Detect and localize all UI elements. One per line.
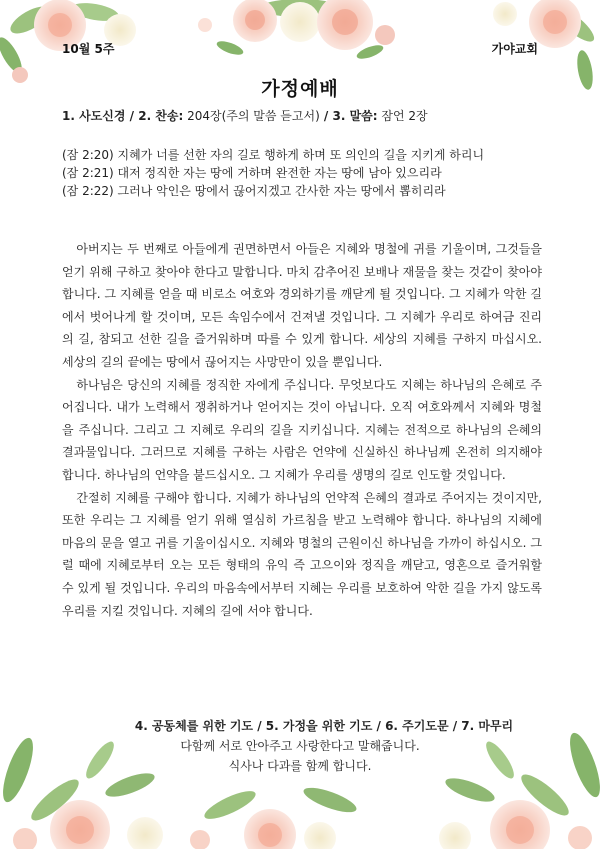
verse: (잠 2:21) 대저 정직한 자는 땅에 거하며 완전한 자는 땅에 남아 있으리라 <box>62 166 442 180</box>
word-label: 3. 말씀: <box>332 109 378 123</box>
sermon-paragraph: 하나님은 당신의 지혜를 정직한 자에게 주십니다. 무엇보다도 지혜는 하나님의 은혜로 주어집니다. 내가 노력해서 쟁취하거나 얻어지는 것이 아닙니다. 오직 여호와께서 지혜와 명철을 주십니다. 그리고 그 지혜로 우리의 길을 지키십니다. 지혜는 전적으로 하나님의 은혜의 결과물입니다. 그러므로 지혜를 구하는 사람은 언약에 신실하신 하나님께 온전히 의지해야 합니다. 하나님의 언약을 붙드십시오. 그 지혜가 우리를 생명의 길로 인도할 것입니다. <box>62 377 542 482</box>
top-center-flowers-icon <box>198 0 395 61</box>
verse: (잠 2:22) 그러나 악인은 땅에서 끊어지겠고 간사한 자는 땅에서 뽑히리라 <box>62 184 446 198</box>
worship-order <box>62 107 428 124</box>
bottom-center-flowers-icon <box>190 783 359 849</box>
order-separator: / <box>319 109 333 123</box>
word-value: 잠언 2장 <box>377 109 428 123</box>
closing-order-items: 4. 공동체를 위한 기도 / 5. 가정을 위한 기도 / 6. 주기도문 / 7. 마무리 <box>134 719 514 733</box>
sermon-paragraph: 아버지는 두 번째로 아들에게 권면하면서 아들은 지혜와 명철에 귀를 기울이며, 그것들을 얻기 위해 구하고 찾아야 한다고 말합니다. 마치 감추어진 보배나 재물을 찾는 것같이 찾아야 합니다. 그 지혜를 얻을 때 비로소 여호와 경외하기를 깨닫게 될 것입니다. 그 지혜가 악한 길에서 벗어나게 할 것이며, 모든 속임수에서 건져낼 것입니다. 그 지혜가 우리로 하여금 진리의 길, 참되고 선한 길을 즐거워하며 따를 수 있게 합니다. 세상의 지혜를 구하지 마십시오. 세상의 길의 끝에는 땅에서 끊어지는 사망만이 있을 뿐입니다. <box>62 242 542 369</box>
closing-section <box>0 716 600 776</box>
order-separator: / <box>125 109 139 123</box>
week-label: 10월 5주 <box>62 42 115 56</box>
sermon-body <box>62 238 542 622</box>
hymn-label: 2. 찬송: <box>138 109 184 123</box>
closing-instruction: 식사나 다과를 함께 합니다. <box>228 759 372 773</box>
hymn-value: 204장(주의 말씀 듣고서) <box>183 109 320 123</box>
verse: (잠 2:20) 지혜가 너를 선한 자의 길로 행하게 하며 또 의인의 길을 지키게 하리니 <box>62 148 485 162</box>
page-title: 가정예배 <box>261 78 339 100</box>
scripture-verses <box>62 146 542 200</box>
closing-instruction: 다함께 서로 안아주고 사랑한다고 말해줍니다. <box>180 739 420 753</box>
sermon-paragraph: 간절히 지혜를 구해야 합니다. 지혜가 하나님의 언약적 은혜의 결과로 주어지는 것이지만, 또한 우리는 그 지혜를 얻기 위해 열심히 가르침을 받고 노력해야 합니다. 하나님의 지혜에 마음의 문을 열고 귀를 기울이십시오. 지혜와 명철의 근원이신 하나님을 가까이 하십시오. 그럴 때에 지혜로부터 오는 모든 형태의 유익 즉 고으이와 정직을 깨닫고, 영혼으로 즐거워할 수 있게 될 것입니다. 우리의 마음속에서부터 지혜는 우리를 보호하여 악한 길을 가지 않도록 우리를 지킬 것입니다. 지혜의 길에 서야 합니다. <box>62 490 542 618</box>
creed-label: 1. 사도신경 <box>62 109 126 123</box>
church-name: 가야교회 <box>491 42 538 56</box>
